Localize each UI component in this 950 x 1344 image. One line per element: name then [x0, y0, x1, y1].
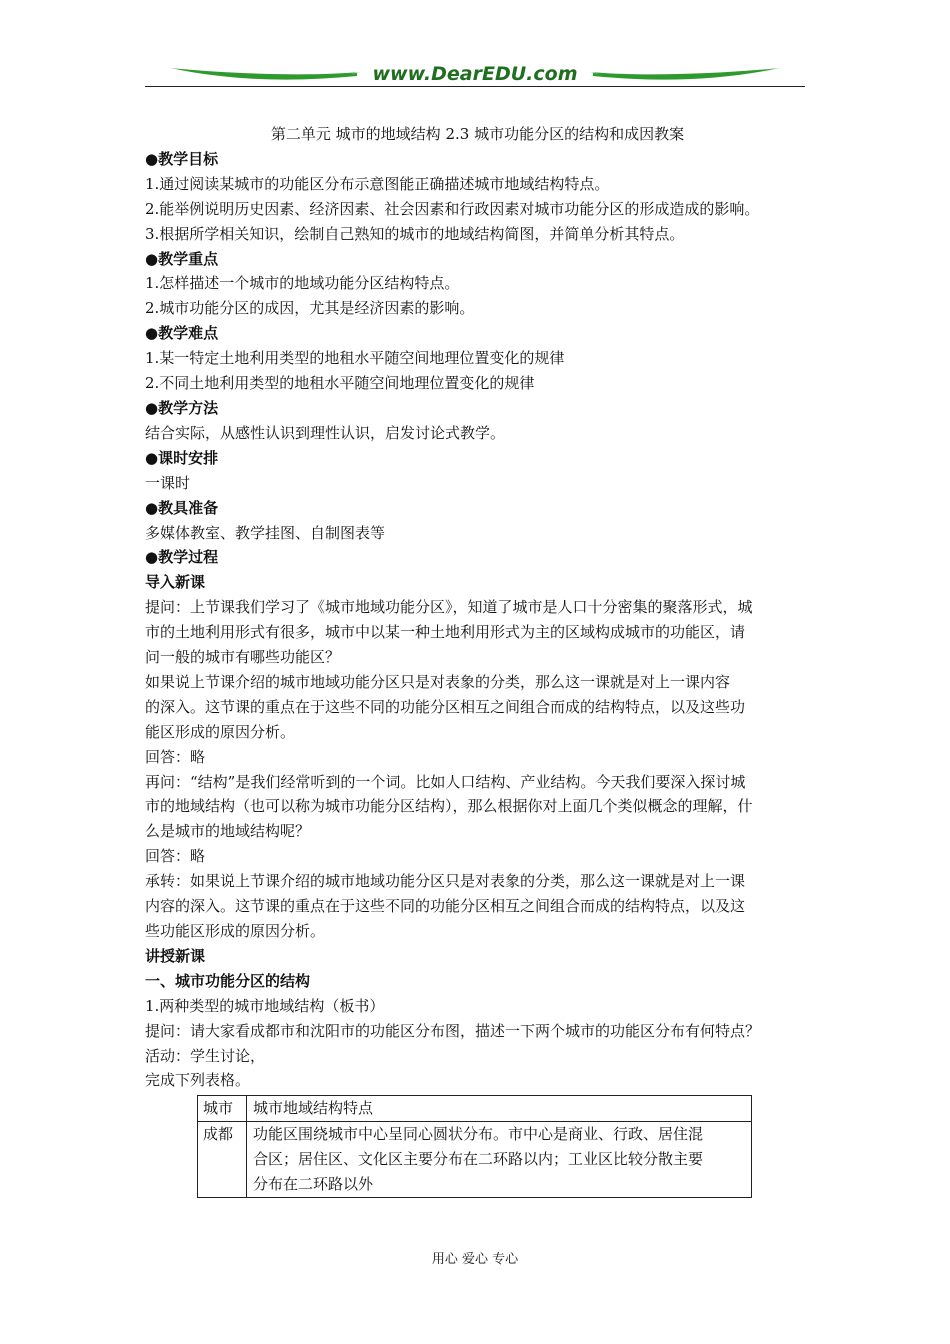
- table-row: [198, 1121, 752, 1197]
- answer-line: 回答：略: [145, 747, 206, 766]
- difficulty-item: 2.不同土地利用类型的地租水平随空间地理位置变化的规律: [145, 374, 535, 393]
- paragraph-line: 的深入。这节课的重点在于这些不同的功能分区相互之间组合而成的结构特点，以及这些功: [145, 697, 746, 716]
- feature-line: 功能区围绕城市中心呈同心圆状分布。市中心是商业、行政、居住混: [253, 1124, 704, 1143]
- feature-line: 合区；居住区、文化区主要分布在二环路以内；工业区比较分散主要: [253, 1149, 704, 1168]
- question-line: 市的地域结构（也可以称为城市功能分区结构），那么根据你对上面几个类似概念的理解，什: [145, 797, 753, 816]
- transition-line: 些功能区形成的原因分析。: [145, 922, 326, 940]
- instruction-line: 完成下列表格。: [145, 1071, 251, 1090]
- question-line: 问一般的城市有哪些功能区？: [145, 648, 341, 667]
- equipment-text: 多媒体教室、教学挂图、自制图表等: [145, 523, 386, 542]
- table-header-cell: 城市地域结构特点: [247, 1096, 752, 1122]
- transition-line: 内容的深入。这节课的重点在于这些不同的功能分区相互之间组合而成的结构特点，以及这: [145, 897, 746, 916]
- key-points-heading: ●教学重点: [145, 249, 219, 268]
- document-body: [145, 122, 810, 1093]
- question-line: 提问：请大家看成都市和沈阳市的功能区分布图，描述一下两个城市的功能区分布有何特点？: [145, 1021, 761, 1040]
- city-cell: 成都: [198, 1121, 247, 1197]
- difficulties-heading: ●教学难点: [145, 324, 219, 343]
- difficulty-item: 1.某一特定土地利用类型的地租水平随空间地理位置变化的规律: [145, 349, 565, 368]
- page-footer: 用心 爱心 专心: [431, 1252, 519, 1267]
- objective-item: 3.根据所学相关知识，绘制自己熟知的城市的地域结构简图，并简单分析其特点。: [145, 224, 685, 243]
- table-header-row: [198, 1096, 752, 1122]
- process-heading: ●教学过程: [145, 548, 219, 567]
- question-line: 提问：上节课我们学习了《城市地域功能分区》，知道了城市是人口十分密集的聚落形式，城: [145, 598, 753, 617]
- schedule-heading: ●课时安排: [145, 448, 219, 467]
- schedule-text: 一课时: [145, 473, 191, 492]
- key-point-item: 1.怎样描述一个城市的地域功能分区结构特点。: [145, 274, 460, 293]
- feature-cell: [247, 1121, 752, 1197]
- equipment-heading: ●教具准备: [145, 498, 219, 517]
- objective-item: 1.通过阅读某城市的功能区分布示意图能正确描述城市地域结构特点。: [145, 174, 610, 193]
- site-logo-text: www.DearEDU.com: [372, 63, 578, 85]
- subsection-title: 1.两种类型的城市地域结构（板书）: [145, 996, 385, 1015]
- objective-item: 2.能举例说明历史因素、经济因素、社会因素和行政因素对城市功能分区的形成造成的影响。: [145, 199, 760, 218]
- methods-text: 结合实际，从感性认识到理性认识，启发讨论式教学。: [145, 423, 506, 442]
- question-line: 再问：“结构”是我们经常听到的一个词。比如人口结构、产业结构。今天我们要深入探讨城: [145, 772, 746, 791]
- question-line: 市的土地利用形式有很多，城市中以某一种土地利用形式为主的区域构成城市的功能区，请: [145, 623, 746, 642]
- key-point-item: 2.城市功能分区的成因，尤其是经济因素的影响。: [145, 299, 475, 318]
- header-rule: [145, 86, 805, 87]
- feature-line: 分布在二环路以外: [253, 1174, 374, 1193]
- intro-heading: 导入新课: [145, 573, 206, 592]
- city-structure-table: [197, 1095, 752, 1198]
- document-title: 第二单元 城市的地域结构 2.3 城市功能分区的结构和成因教案: [270, 125, 685, 143]
- methods-heading: ●教学方法: [145, 398, 219, 417]
- objectives-heading: ●教学目标: [145, 149, 219, 168]
- part1-heading: 一、城市功能分区的结构: [145, 971, 311, 990]
- activity-line: 活动：学生讨论，: [145, 1046, 266, 1065]
- question-line: 么是城市的地域结构呢？: [145, 822, 311, 841]
- paragraph-line: 能区形成的原因分析。: [145, 722, 296, 741]
- teach-heading: 讲授新课: [145, 946, 206, 965]
- transition-line: 承转：如果说上节课介绍的城市地域功能分区只是对表象的分类，那么这一课就是对上一课: [145, 872, 746, 891]
- answer-line: 回答：略: [145, 847, 206, 866]
- paragraph-line: 如果说上节课介绍的城市地域功能分区只是对表象的分类，那么这一课就是对上一课内容: [145, 672, 731, 691]
- table-header-cell: 城市: [198, 1096, 247, 1122]
